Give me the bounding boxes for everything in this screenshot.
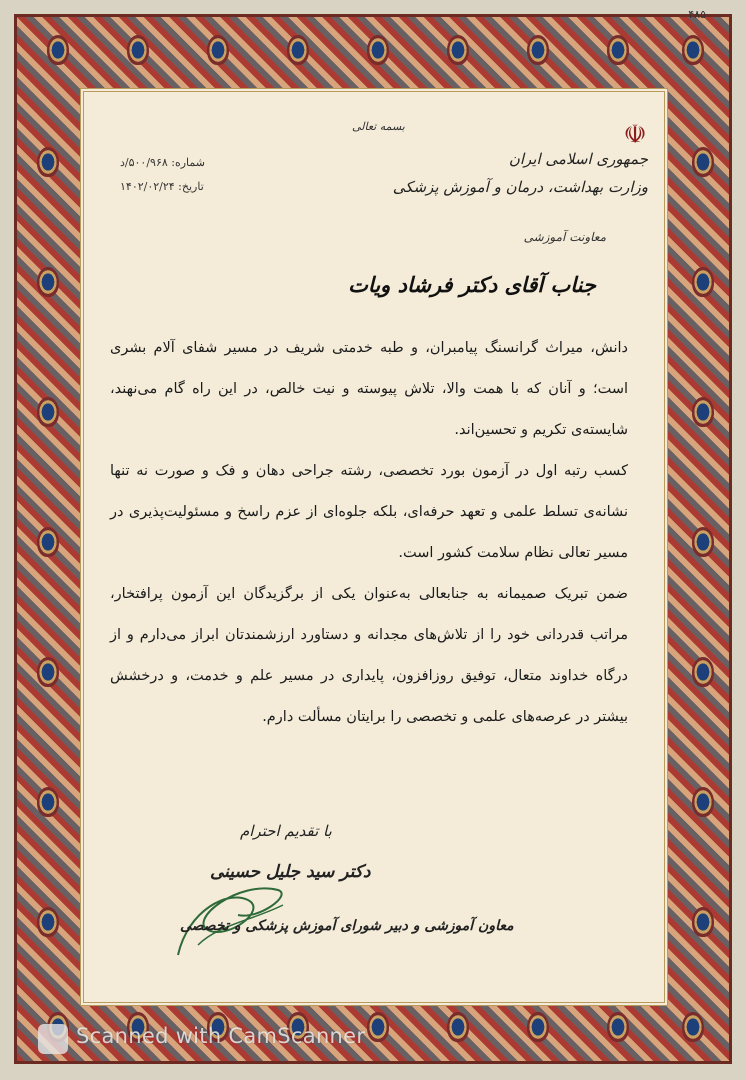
- border-medallion: [692, 397, 714, 427]
- border-medallion: [47, 35, 69, 65]
- body-paragraph-2: کسب رتبه اول در آزمون بورد تخصصی، رشته جراحی دهان و فک و صورت نه تنها نشانه‌ی تسلط علمی و تعهد حرفه‌ای، بلکه جلوه‌ای از عزم راسخ و مسئولیت‌پذیری در مسیر تعالی نظام سلامت کشور است.: [110, 463, 628, 561]
- border-medallion: [207, 35, 229, 65]
- border-medallion: [37, 657, 59, 687]
- border-medallion: [692, 657, 714, 687]
- page-number: ۴۸۵: [688, 8, 706, 21]
- border-medallion: [692, 787, 714, 817]
- border-medallion: [447, 1012, 469, 1042]
- camscanner-logo-icon: [38, 1024, 68, 1054]
- border-medallion: [37, 527, 59, 557]
- org-line1: جمهوری اسلامی ایران: [508, 150, 648, 168]
- border-medallion: [692, 147, 714, 177]
- basmala: بسمه تعالی: [352, 120, 405, 133]
- signer-name: دکتر سید جلیل حسینی: [210, 862, 371, 882]
- border-medallion: [287, 35, 309, 65]
- border-medallion: [692, 527, 714, 557]
- border-medallion: [527, 35, 549, 65]
- top-left-mark: ۰۰۰۰ ۰۰۰۰: [60, 12, 102, 22]
- border-medallion: [127, 35, 149, 65]
- border-medallion: [37, 787, 59, 817]
- border-medallion: [37, 267, 59, 297]
- letter-number: شماره: ۵۰۰/۹۶۸/د: [120, 156, 205, 169]
- border-medallion: [607, 35, 629, 65]
- department: معاونت آموزشی: [523, 230, 606, 244]
- border-medallion: [682, 1012, 704, 1042]
- border-medallion: [367, 35, 389, 65]
- border-medallion: [37, 397, 59, 427]
- scanner-watermark: Scanned with CamScanner: [76, 1024, 366, 1048]
- border-medallion: [692, 267, 714, 297]
- border-medallion: [682, 35, 704, 65]
- border-medallion: [37, 147, 59, 177]
- border-medallion: [527, 1012, 549, 1042]
- closing: با تقدیم احترام: [240, 822, 332, 840]
- border-medallion: [37, 907, 59, 937]
- signer-title: معاون آموزشی و دبیر شورای آموزش پزشکی و تخصصی: [180, 918, 514, 934]
- border-medallion: [447, 35, 469, 65]
- letter-date: تاریخ: ۱۴۰۲/۰۲/۲۴: [120, 180, 204, 193]
- org-line2: وزارت بهداشت، درمان و آموزش پزشکی: [392, 178, 648, 196]
- body-paragraph-3: ضمن تبریک صمیمانه به جنابعالی به‌عنوان یکی از برگزیدگان این آزمون پرافتخار، مراتب قدردانی خود را از تلاش‌های مجدانه و دستاورد ارزشمندتان ابراز می‌دارم و از درگاه خداوند متعال، توفیق روزافزون، پایداری در مسیر علم و خدمت، و درخشش بیشتر در عرصه‌های علمی و تخصصی را برایتان مسألت دارم.: [110, 586, 628, 725]
- addressee: جناب آقای دکتر فرشاد ویات: [348, 272, 596, 297]
- iran-emblem-icon: ☫: [623, 120, 647, 150]
- border-medallion: [607, 1012, 629, 1042]
- letter-body: [110, 328, 628, 738]
- border-medallion: [367, 1012, 389, 1042]
- border-medallion: [692, 907, 714, 937]
- body-paragraph-1: دانش، میراث گرانسنگ پیامبران، و طبه خدمتی شریف در مسیر شفای آلام بشری است؛ و آنان که با همت والا، تلاش پیوسته و نیت خالص، در این راه گام می‌نهند، شایسته‌ی تکریم و تحسین‌اند.: [110, 340, 628, 438]
